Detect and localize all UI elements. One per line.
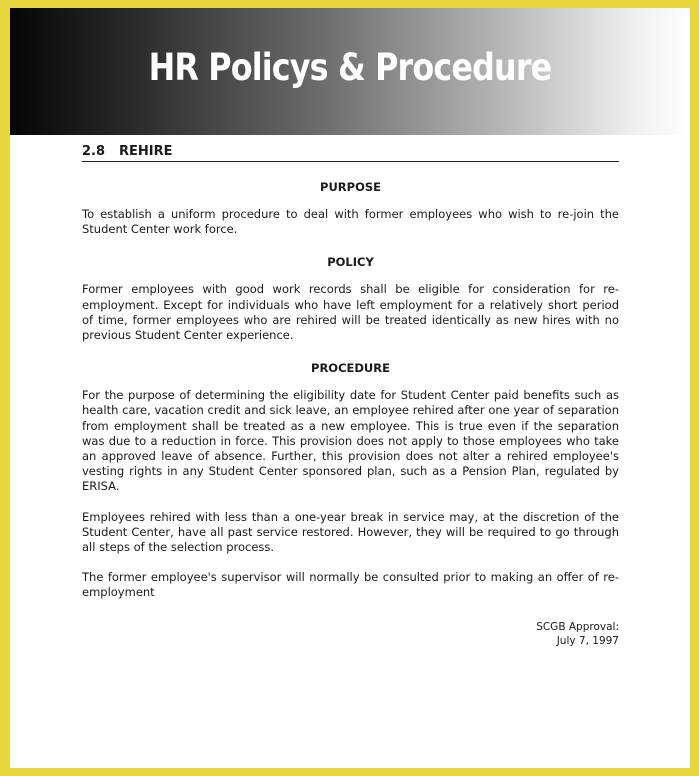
purpose-heading: PURPOSE [320, 180, 381, 194]
procedure-paragraph: The former employee's supervisor will normally be consulted prior to making an offer of re-employment [82, 570, 619, 600]
policy-heading: POLICY [327, 255, 374, 270]
purpose-text: To establish a uniform procedure to deal with former employees who wish to re-join the Student Center work force. [82, 207, 619, 237]
section-title: REHIRE [119, 144, 173, 159]
banner-title: HR Policys & Procedure [148, 46, 552, 89]
header-banner [10, 8, 690, 135]
procedure-paragraph: Employees rehired with less than a one-year break in service may, at the discretion of the Student Center, have all past service restored. However, they will be required to go through all steps of the selection process. [82, 509, 619, 555]
section-heading [82, 144, 619, 162]
procedure-heading: PROCEDURE [311, 361, 390, 376]
document-page [10, 8, 690, 768]
policy-text: Former employees with good work records shall be eligible for consideration for re-employment. Except for individuals who have left employment for a relatively short period of time, former employees who are rehired will be treated identically as new hires with no previous Student Center experience. [82, 282, 619, 343]
section-number: 2.8 [82, 144, 106, 159]
approval-date: July 7, 1997 [556, 635, 619, 647]
procedure-paragraph: For the purpose of determining the eligibility date for Student Center paid benefits such as health care, vacation credit and sick leave, an employee rehired after one year of separation from employment shall be treated as a new employee. This is true even if the separation was due to a reduction in force. This provision does not apply to those employees who take an approved leave of absence. Further, this provision does not alter a rehired employee's vesting rights in any Student Center sponsored plan, such as a Pension Plan, regulated by ERISA. [82, 388, 619, 494]
approval-label: SCGB Approval: [536, 621, 619, 633]
document-body [82, 144, 619, 601]
approval-block [82, 620, 619, 648]
